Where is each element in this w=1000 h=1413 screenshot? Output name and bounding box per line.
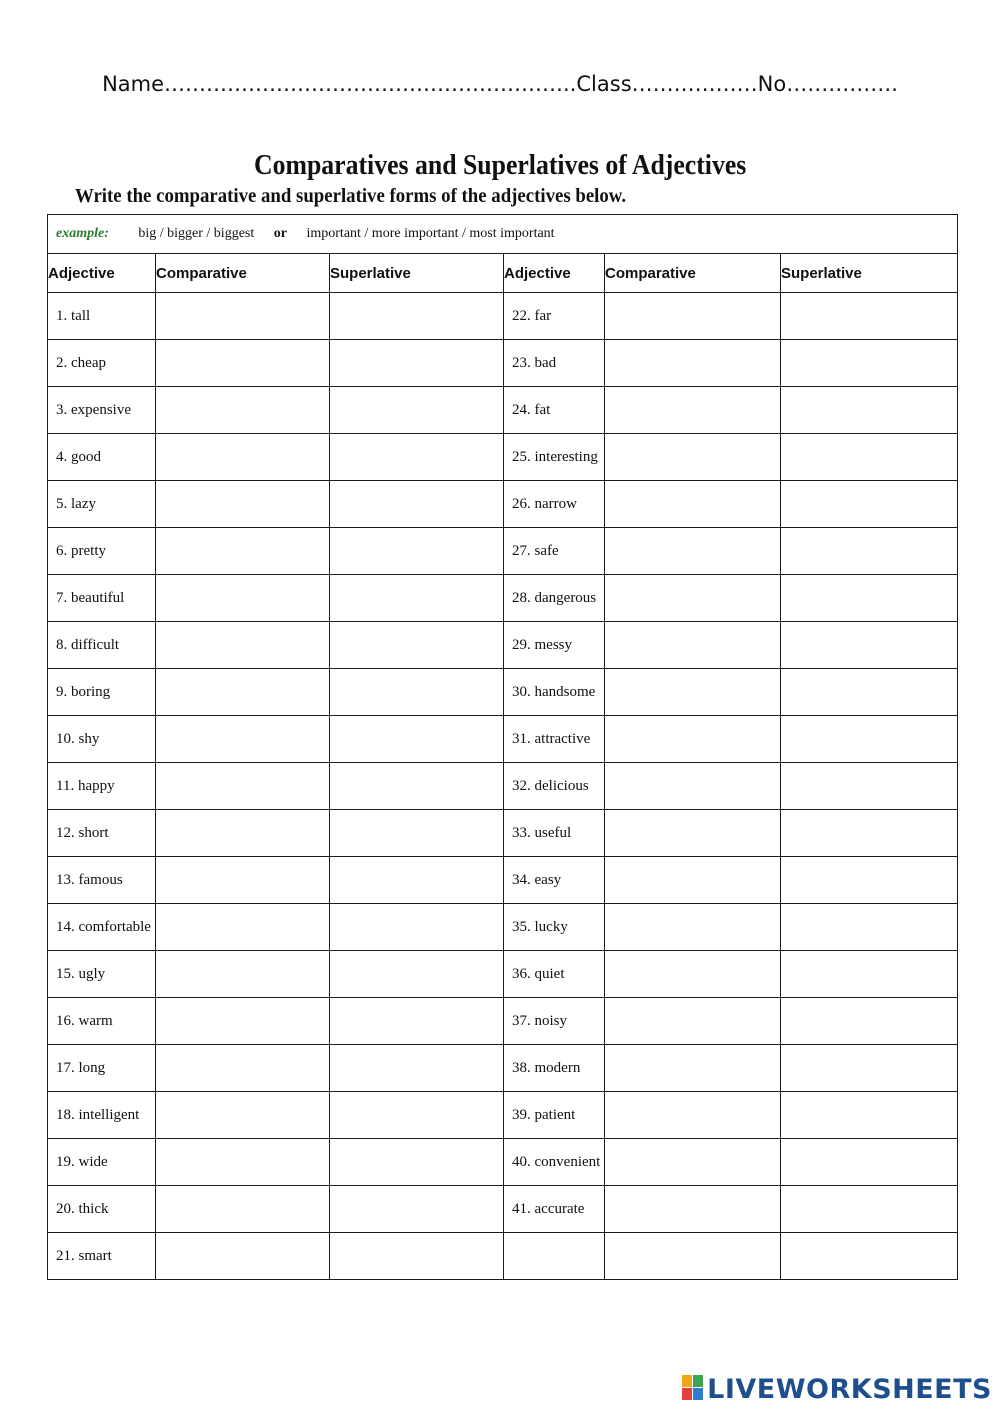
comparative-input-right[interactable] xyxy=(605,951,780,997)
adjective-cell-right: 25. interesting xyxy=(504,434,605,481)
superlative-input-left[interactable] xyxy=(330,622,503,668)
superlative-input-right-cell xyxy=(781,528,958,575)
comparative-input-left[interactable] xyxy=(156,904,329,950)
table-row xyxy=(48,1233,958,1280)
superlative-input-left-cell xyxy=(330,998,504,1045)
comparative-input-left[interactable] xyxy=(156,481,329,527)
comparative-input-left[interactable] xyxy=(156,528,329,574)
adjectives-table xyxy=(47,214,958,1280)
comparative-input-right-cell xyxy=(605,293,781,340)
superlative-input-right[interactable] xyxy=(781,951,957,997)
table-row xyxy=(48,810,958,857)
superlative-input-right-cell xyxy=(781,669,958,716)
adjective-cell-left: 10. shy xyxy=(48,716,156,763)
comparative-input-right[interactable] xyxy=(605,387,780,433)
superlative-input-right-cell xyxy=(781,434,958,481)
adjective-cell-left: 12. short xyxy=(48,810,156,857)
superlative-input-left-cell xyxy=(330,387,504,434)
superlative-input-left[interactable] xyxy=(330,1045,503,1091)
comparative-input-left-cell xyxy=(156,716,330,763)
adjective-cell-left: 8. difficult xyxy=(48,622,156,669)
comparative-input-left[interactable] xyxy=(156,951,329,997)
comparative-input-right[interactable] xyxy=(605,716,780,762)
comparative-input-left-cell xyxy=(156,1233,330,1280)
adjective-cell-left: 16. warm xyxy=(48,998,156,1045)
adjective-cell-right: 37. noisy xyxy=(504,998,605,1045)
comparative-input-right[interactable] xyxy=(605,340,780,386)
superlative-input-right-cell xyxy=(781,904,958,951)
superlative-input-left-cell xyxy=(330,293,504,340)
superlative-input-left-cell xyxy=(330,1139,504,1186)
comparative-input-left-cell xyxy=(156,340,330,387)
comparative-input-right[interactable] xyxy=(605,293,780,339)
adjective-cell-right: 34. easy xyxy=(504,857,605,904)
adjective-cell-right: 31. attractive xyxy=(504,716,605,763)
comparative-input-left[interactable] xyxy=(156,575,329,621)
comparative-input-left-cell xyxy=(156,434,330,481)
superlative-input-right-cell xyxy=(781,1233,958,1280)
adjective-cell-right: 26. narrow xyxy=(504,481,605,528)
comparative-input-right[interactable] xyxy=(605,575,780,621)
adjective-cell-left: 11. happy xyxy=(48,763,156,810)
superlative-input-left-cell xyxy=(330,1092,504,1139)
comparative-input-right-cell xyxy=(605,810,781,857)
adjective-cell-left: 20. thick xyxy=(48,1186,156,1233)
comparative-input-left-cell xyxy=(156,1186,330,1233)
comparative-input-right-cell xyxy=(605,716,781,763)
adjective-cell-left: 14. comfortable xyxy=(48,904,156,951)
example-cell xyxy=(48,215,958,254)
table-row xyxy=(48,1186,958,1233)
comparative-input-left-cell xyxy=(156,857,330,904)
superlative-input-right-cell xyxy=(781,340,958,387)
comparative-input-right[interactable] xyxy=(605,1186,780,1232)
superlative-input-right-cell xyxy=(781,763,958,810)
adjective-cell-left: 9. boring xyxy=(48,669,156,716)
comparative-input-right-cell xyxy=(605,1233,781,1280)
comparative-input-right-cell xyxy=(605,622,781,669)
adjective-cell-left: 3. expensive xyxy=(48,387,156,434)
superlative-input-right[interactable] xyxy=(781,1139,957,1185)
comparative-input-right[interactable] xyxy=(605,622,780,668)
table-row xyxy=(48,387,958,434)
adjective-cell-left: 15. ugly xyxy=(48,951,156,998)
adjective-cell-right: 24. fat xyxy=(504,387,605,434)
comparative-input-right[interactable] xyxy=(605,1045,780,1091)
comparative-input-left[interactable] xyxy=(156,998,329,1044)
adjective-cell-right: 33. useful xyxy=(504,810,605,857)
adjective-cell-right: 22. far xyxy=(504,293,605,340)
adjective-cell-left: 7. beautiful xyxy=(48,575,156,622)
comparative-input-left-cell xyxy=(156,763,330,810)
adjective-cell-right: 27. safe xyxy=(504,528,605,575)
comparative-input-left[interactable] xyxy=(156,669,329,715)
comparative-input-right-cell xyxy=(605,387,781,434)
comparative-input-right[interactable] xyxy=(605,669,780,715)
adjective-cell-left: 1. tall xyxy=(48,293,156,340)
superlative-input-left-cell xyxy=(330,763,504,810)
comparative-input-right[interactable] xyxy=(605,763,780,809)
comparative-input-right[interactable] xyxy=(605,1092,780,1138)
comparative-input-left[interactable] xyxy=(156,1186,329,1232)
comparative-input-left-cell xyxy=(156,1139,330,1186)
header-row xyxy=(48,254,958,293)
adjective-cell-right: 36. quiet xyxy=(504,951,605,998)
comparative-input-left-cell xyxy=(156,998,330,1045)
table-row xyxy=(48,716,958,763)
superlative-input-right[interactable] xyxy=(781,622,957,668)
column-header: Superlative xyxy=(330,254,504,293)
superlative-input-left-cell xyxy=(330,669,504,716)
comparative-input-left[interactable] xyxy=(156,716,329,762)
comparative-input-left-cell xyxy=(156,387,330,434)
comparative-input-right-cell xyxy=(605,904,781,951)
table-row xyxy=(48,857,958,904)
comparative-input-right[interactable] xyxy=(605,904,780,950)
instructions: Write the comparative and superlative forms of the adjectives below. xyxy=(75,185,627,207)
column-header: Adjective xyxy=(504,254,605,293)
adjective-cell-left: 13. famous xyxy=(48,857,156,904)
comparative-input-left[interactable] xyxy=(156,1045,329,1091)
example-label: example: xyxy=(56,226,109,241)
comparative-input-right-cell xyxy=(605,951,781,998)
table-row xyxy=(48,293,958,340)
comparative-input-right[interactable] xyxy=(605,1139,780,1185)
comparative-input-left-cell xyxy=(156,951,330,998)
table-row xyxy=(48,340,958,387)
superlative-input-left[interactable] xyxy=(330,434,503,480)
brand-text: LIVEWORKSHEETS xyxy=(707,1374,992,1405)
superlative-input-left[interactable] xyxy=(330,340,503,386)
adjective-cell-right: 40. convenient xyxy=(504,1139,605,1186)
superlative-input-left[interactable] xyxy=(330,481,503,527)
superlative-input-right[interactable] xyxy=(781,810,957,856)
adjective-cell-right: 30. handsome xyxy=(504,669,605,716)
table-row xyxy=(48,904,958,951)
superlative-input-left-cell xyxy=(330,1045,504,1092)
adjective-cell-right: 32. delicious xyxy=(504,763,605,810)
superlative-input-left-cell xyxy=(330,1186,504,1233)
superlative-input-right-cell xyxy=(781,1186,958,1233)
comparative-input-left-cell xyxy=(156,528,330,575)
superlative-input-left-cell xyxy=(330,434,504,481)
comparative-input-right-cell xyxy=(605,528,781,575)
adjective-cell-right: 29. messy xyxy=(504,622,605,669)
table-row xyxy=(48,763,958,810)
comparative-input-left-cell xyxy=(156,622,330,669)
comparative-input-left-cell xyxy=(156,669,330,716)
superlative-input-right[interactable] xyxy=(781,528,957,574)
superlative-input-left[interactable] xyxy=(330,1186,503,1232)
comparative-input-right-cell xyxy=(605,669,781,716)
comparative-input-left[interactable] xyxy=(156,763,329,809)
comparative-input-left-cell xyxy=(156,481,330,528)
superlative-input-right[interactable] xyxy=(781,481,957,527)
comparative-input-right-cell xyxy=(605,575,781,622)
superlative-input-left-cell xyxy=(330,716,504,763)
superlative-input-right[interactable] xyxy=(781,434,957,480)
superlative-input-left-cell xyxy=(330,622,504,669)
comparative-input-right-cell xyxy=(605,1186,781,1233)
superlative-input-right[interactable] xyxy=(781,998,957,1044)
table-row xyxy=(48,1045,958,1092)
adjective-cell-left: 2. cheap xyxy=(48,340,156,387)
comparative-input-right-cell xyxy=(605,1092,781,1139)
comparative-input-right[interactable] xyxy=(605,1233,780,1279)
comparative-input-left[interactable] xyxy=(156,293,329,339)
comparative-input-left[interactable] xyxy=(156,1233,329,1279)
adjective-cell-right: 28. dangerous xyxy=(504,575,605,622)
column-header: Superlative xyxy=(781,254,958,293)
column-header: Comparative xyxy=(156,254,330,293)
comparative-input-left[interactable] xyxy=(156,857,329,903)
example-or: or xyxy=(273,226,287,241)
comparative-input-left[interactable] xyxy=(156,1139,329,1185)
student-info-line: Name…………………………………………………..Class………………No……………. xyxy=(102,72,898,96)
adjective-cell-left: 6. pretty xyxy=(48,528,156,575)
comparative-input-right-cell xyxy=(605,1139,781,1186)
superlative-input-left-cell xyxy=(330,951,504,998)
liveworksheets-logo-icon xyxy=(682,1375,704,1401)
adjective-cell-left: 5. lazy xyxy=(48,481,156,528)
superlative-input-right[interactable] xyxy=(781,293,957,339)
superlative-input-left[interactable] xyxy=(330,904,503,950)
superlative-input-left-cell xyxy=(330,340,504,387)
comparative-input-left[interactable] xyxy=(156,340,329,386)
comparative-input-left-cell xyxy=(156,810,330,857)
superlative-input-right-cell xyxy=(781,810,958,857)
adjective-cell-right: 41. accurate xyxy=(504,1186,605,1233)
superlative-input-left[interactable] xyxy=(330,387,503,433)
superlative-input-left-cell xyxy=(330,1233,504,1280)
table-row xyxy=(48,1092,958,1139)
comparative-input-left-cell xyxy=(156,904,330,951)
superlative-input-right[interactable] xyxy=(781,857,957,903)
table-row xyxy=(48,998,958,1045)
comparative-input-right-cell xyxy=(605,340,781,387)
comparative-input-right[interactable] xyxy=(605,998,780,1044)
superlative-input-left-cell xyxy=(330,904,504,951)
superlative-input-left[interactable] xyxy=(330,810,503,856)
superlative-input-right[interactable] xyxy=(781,716,957,762)
superlative-input-right-cell xyxy=(781,622,958,669)
superlative-input-right[interactable] xyxy=(781,904,957,950)
adjective-cell-right: 38. modern xyxy=(504,1045,605,1092)
superlative-input-right-cell xyxy=(781,575,958,622)
superlative-input-right-cell xyxy=(781,1139,958,1186)
comparative-input-right[interactable] xyxy=(605,528,780,574)
superlative-input-right-cell xyxy=(781,387,958,434)
adjective-cell-left: 18. intelligent xyxy=(48,1092,156,1139)
table-row xyxy=(48,481,958,528)
table-row xyxy=(48,1139,958,1186)
adjective-cell-right: 39. patient xyxy=(504,1092,605,1139)
superlative-input-right-cell xyxy=(781,1045,958,1092)
liveworksheets-logo xyxy=(682,1374,992,1405)
superlative-input-left[interactable] xyxy=(330,951,503,997)
adjective-cell-right: 35. lucky xyxy=(504,904,605,951)
superlative-input-left[interactable] xyxy=(330,1092,503,1138)
example-row xyxy=(48,215,958,254)
superlative-input-right-cell xyxy=(781,1092,958,1139)
page-title: Comparatives and Superlatives of Adjectives xyxy=(254,150,747,181)
comparative-input-left-cell xyxy=(156,1092,330,1139)
adjective-cell-left: 19. wide xyxy=(48,1139,156,1186)
superlative-input-left[interactable] xyxy=(330,1139,503,1185)
comparative-input-left-cell xyxy=(156,575,330,622)
comparative-input-right-cell xyxy=(605,434,781,481)
superlative-input-right[interactable] xyxy=(781,575,957,621)
superlative-input-left-cell xyxy=(330,575,504,622)
comparative-input-left[interactable] xyxy=(156,622,329,668)
superlative-input-right[interactable] xyxy=(781,1186,957,1232)
table-row xyxy=(48,528,958,575)
superlative-input-right-cell xyxy=(781,998,958,1045)
superlative-input-right[interactable] xyxy=(781,763,957,809)
comparative-input-left[interactable] xyxy=(156,1092,329,1138)
adjective-cell-left: 17. long xyxy=(48,1045,156,1092)
superlative-input-right-cell xyxy=(781,951,958,998)
superlative-input-left[interactable] xyxy=(330,669,503,715)
adjective-cell-right xyxy=(504,1233,605,1280)
table-row xyxy=(48,951,958,998)
superlative-input-right[interactable] xyxy=(781,1092,957,1138)
comparative-input-left[interactable] xyxy=(156,434,329,480)
superlative-input-right-cell xyxy=(781,857,958,904)
comparative-input-right[interactable] xyxy=(605,857,780,903)
comparative-input-left-cell xyxy=(156,1045,330,1092)
adjective-cell-right: 23. bad xyxy=(504,340,605,387)
adjective-cell-left: 21. smart xyxy=(48,1233,156,1280)
superlative-input-right[interactable] xyxy=(781,340,957,386)
superlative-input-left-cell xyxy=(330,528,504,575)
comparative-input-right-cell xyxy=(605,763,781,810)
example-second: important / more important / most important xyxy=(306,226,555,241)
column-header: Adjective xyxy=(48,254,156,293)
comparative-input-right[interactable] xyxy=(605,810,780,856)
superlative-input-left[interactable] xyxy=(330,528,503,574)
superlative-input-left-cell xyxy=(330,857,504,904)
comparative-input-right-cell xyxy=(605,857,781,904)
example-first: big / bigger / biggest xyxy=(138,226,255,241)
superlative-input-right-cell xyxy=(781,293,958,340)
superlative-input-right[interactable] xyxy=(781,387,957,433)
adjective-cell-left: 4. good xyxy=(48,434,156,481)
table-row xyxy=(48,669,958,716)
comparative-input-right[interactable] xyxy=(605,481,780,527)
superlative-input-left-cell xyxy=(330,481,504,528)
superlative-input-left[interactable] xyxy=(330,1233,503,1279)
comparative-input-right[interactable] xyxy=(605,434,780,480)
superlative-input-left-cell xyxy=(330,810,504,857)
column-header: Comparative xyxy=(605,254,781,293)
superlative-input-left[interactable] xyxy=(330,998,503,1044)
superlative-input-right[interactable] xyxy=(781,1233,957,1279)
comparative-input-right-cell xyxy=(605,998,781,1045)
superlative-input-left[interactable] xyxy=(330,716,503,762)
table-row xyxy=(48,434,958,481)
superlative-input-left[interactable] xyxy=(330,857,503,903)
comparative-input-right-cell xyxy=(605,481,781,528)
table-row xyxy=(48,575,958,622)
superlative-input-left[interactable] xyxy=(330,763,503,809)
superlative-input-right[interactable] xyxy=(781,1045,957,1091)
comparative-input-left-cell xyxy=(156,293,330,340)
superlative-input-right-cell xyxy=(781,716,958,763)
comparative-input-left[interactable] xyxy=(156,387,329,433)
superlative-input-right-cell xyxy=(781,481,958,528)
superlative-input-right[interactable] xyxy=(781,669,957,715)
superlative-input-left[interactable] xyxy=(330,293,503,339)
superlative-input-left[interactable] xyxy=(330,575,503,621)
table-row xyxy=(48,622,958,669)
comparative-input-right-cell xyxy=(605,1045,781,1092)
comparative-input-left[interactable] xyxy=(156,810,329,856)
